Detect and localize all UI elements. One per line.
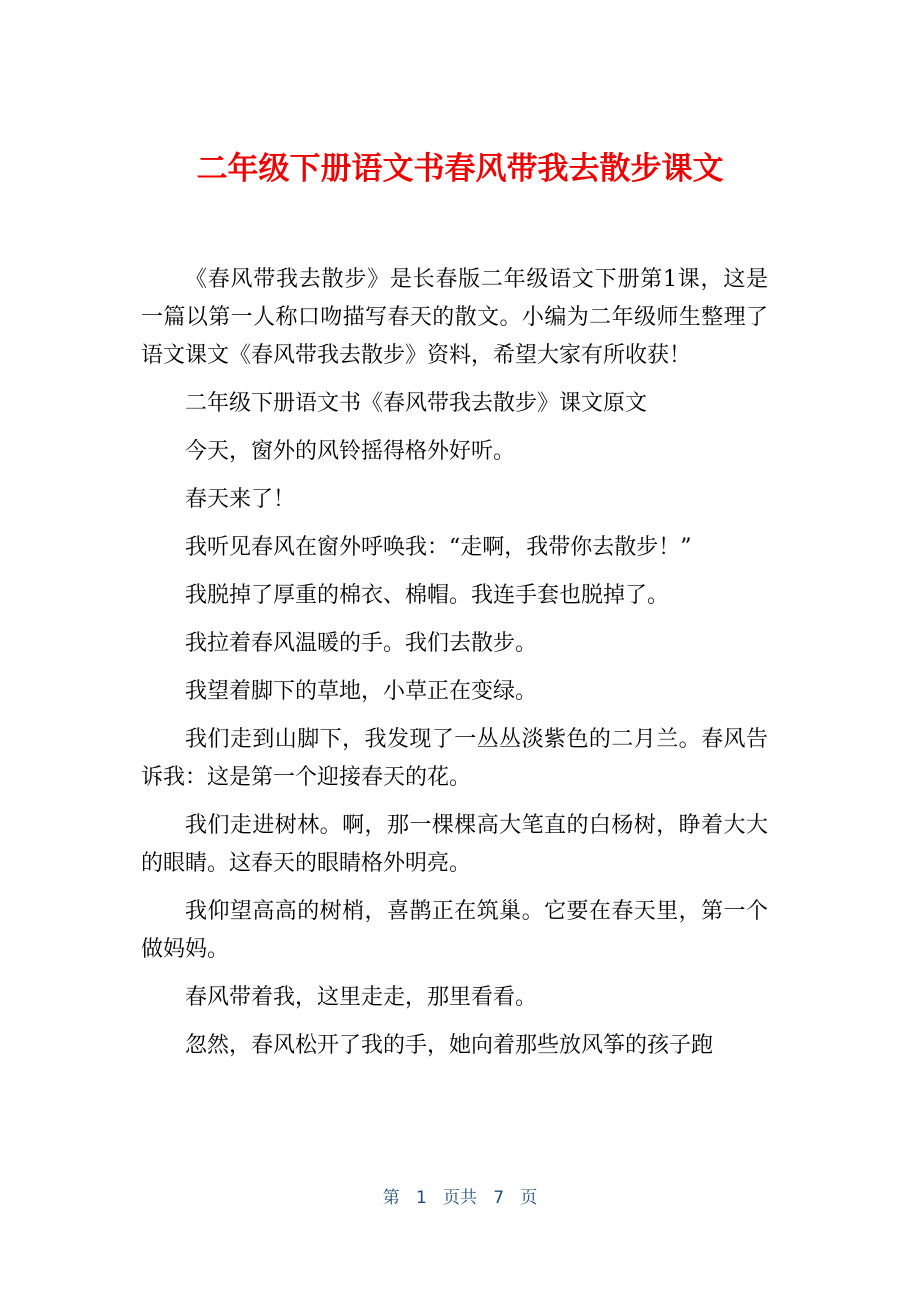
section-heading: 二年级下册语文书《春风带我去散步》课文原文 bbox=[185, 391, 648, 416]
page-title: 二年级下册语文书春风带我去散步课文 bbox=[196, 151, 724, 187]
text-paragraph: 春风带着我，这里走走，那里看看。 bbox=[185, 985, 538, 1010]
text-paragraph: 我脱掉了厚重的棉衣、棉帽。我连手套也脱掉了。 bbox=[185, 583, 670, 608]
text-paragraph: 我听见春风在窗外呼唤我：“走啊，我带你去散步！” bbox=[185, 535, 692, 560]
text-paragraph: 忽然，春风松开了我的手，她向着那些放风筝的孩子跑 bbox=[185, 1033, 714, 1058]
text-paragraph: 我拉着春风温暖的手。我们去散步。 bbox=[185, 631, 538, 656]
text-paragraph: 春天来了！ bbox=[185, 487, 296, 512]
text-paragraph: 今天，窗外的风铃摇得格外好听。 bbox=[185, 439, 516, 464]
page-footer bbox=[0, 1184, 920, 1212]
footer-suffix: 页 bbox=[520, 1188, 538, 1208]
current-page-number: 1 bbox=[415, 1188, 427, 1208]
footer-prefix: 第 bbox=[382, 1188, 400, 1208]
document-body bbox=[141, 261, 768, 1065]
text-paragraph: 我望着脚下的草地，小草正在变绿。 bbox=[185, 679, 538, 704]
text-paragraph: 我仰望高高的树梢，喜鹊正在筑巢。它要在春天里，第一个做妈妈。 bbox=[141, 899, 768, 962]
total-pages-number: 7 bbox=[493, 1188, 505, 1208]
intro-paragraph: 《春风带我去散步》是长春版二年级语文下册第1课，这是一篇以第一人称口吻描写春天的散文。小编为二年级师生整理了语文课文《春风带我去散步》资料，希望大家有所收获！ bbox=[141, 267, 768, 368]
footer-middle: 页共 bbox=[443, 1188, 477, 1208]
text-paragraph: 我们走进树林。啊，那一棵棵高大笔直的白杨树，睁着大大的眼睛。这春天的眼睛格外明亮。 bbox=[141, 813, 768, 876]
text-paragraph: 我们走到山脚下，我发现了一丛丛淡紫色的二月兰。春风告诉我：这是第一个迎接春天的花。 bbox=[141, 727, 768, 790]
